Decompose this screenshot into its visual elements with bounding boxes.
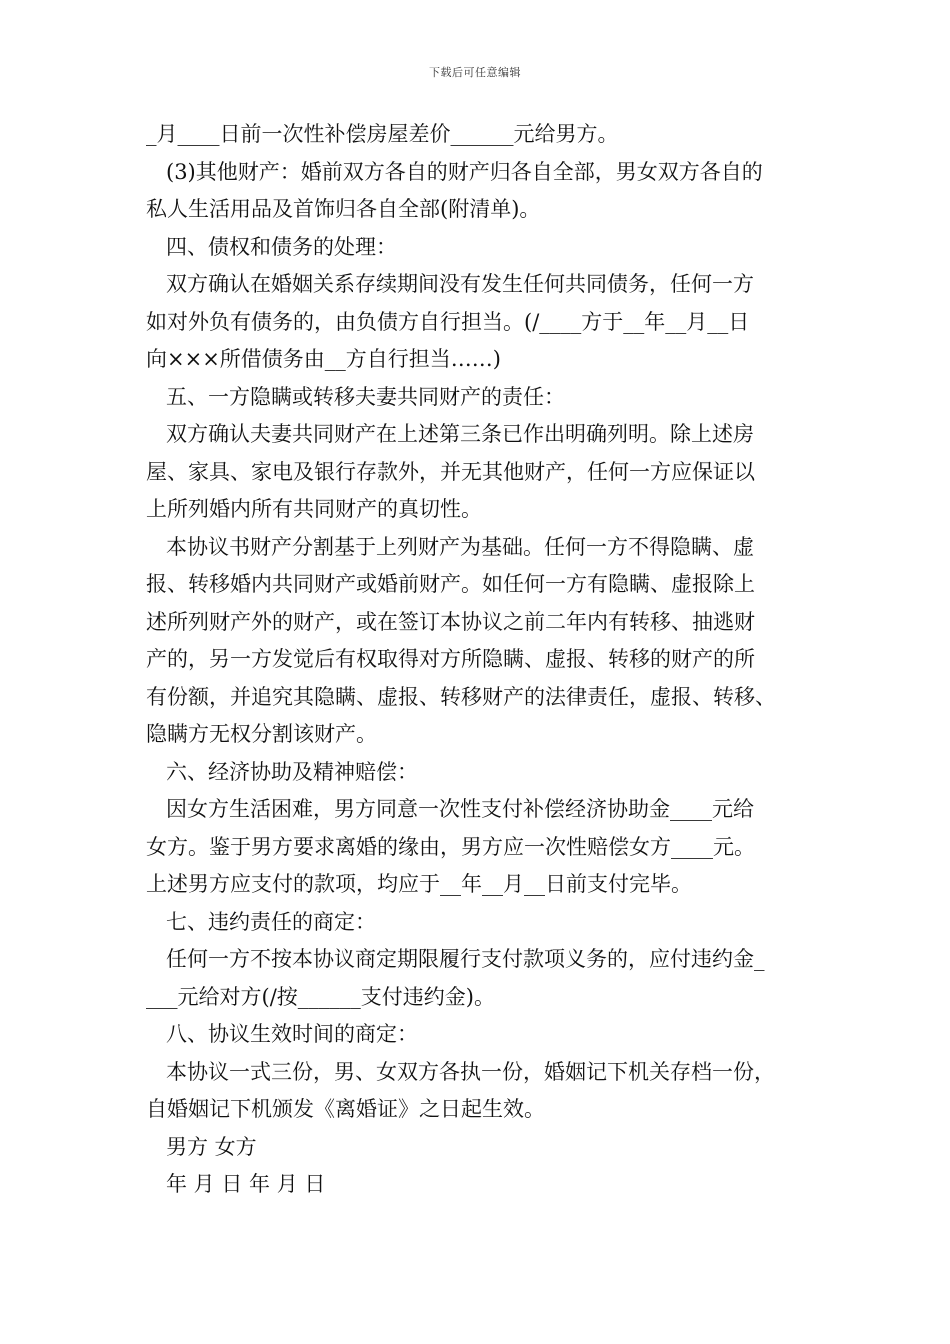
text-line: _月____日前一次性补偿房屋差价______元给男方。 <box>146 122 619 146</box>
text-line: 双方确认在婚姻关系存续期间没有发生任何共同债务，任何一方 <box>166 272 754 296</box>
section-heading: 四、债权和债务的处理： <box>166 234 397 259</box>
text-line: 产的，另一方发觉后有权取得对方所隐瞒、虚报、转移的财产的所 <box>146 647 755 671</box>
signature-parties: 男方 女方 <box>166 1134 257 1159</box>
text-line: 本协议书财产分割基于上列财产为基础。任何一方不得隐瞒、虚 <box>166 534 754 559</box>
text-line: 有份额，并追究其隐瞒、虚报、转移财产的法律责任，虚报、转移、 <box>146 684 776 709</box>
signature-dates: 年 月 日 年 月 日 <box>166 1172 326 1196</box>
section-heading: 五、一方隐瞒或转移夫妻共同财产的责任： <box>166 384 565 409</box>
text-line: 女方。鉴于男方要求离婚的缘由，男方应一次性赔偿女方____元。 <box>146 834 755 859</box>
text-line: 上述男方应支付的款项，均应于__年__月__日前支付完毕。 <box>146 872 692 896</box>
text-line: 上所列婚内所有共同财产的真切性。 <box>146 497 482 521</box>
page-header: 下载后可任意编辑 <box>429 66 521 79</box>
text-line: 述所列财产外的财产，或在签订本协议之前二年内有转移、抽逃财 <box>146 609 755 634</box>
text-line: 隐瞒方无权分割该财产。 <box>146 722 377 746</box>
text-line: 如对外负有债务的，由负债方自行担当。(/____方于__年__月__日 <box>146 309 750 334</box>
document-body <box>146 116 826 1204</box>
text-line: 向×××所借债务由__方自行担当……) <box>146 347 501 371</box>
section-heading: 六、经济协助及精神赔偿： <box>166 759 418 784</box>
text-line: 因女方生活困难，男方同意一次性支付补偿经济协助金____元给 <box>166 797 754 821</box>
text-line: 双方确认夫妻共同财产在上述第三条已作出明确列明。除上述房 <box>166 422 754 446</box>
section-heading: 八、协议生效时间的商定： <box>166 1022 418 1046</box>
text-line: ___元给对方(/按______支付违约金)。 <box>146 984 495 1009</box>
text-line: 本协议一式三份，男、女双方各执一份，婚姻记下机关存档一份， <box>166 1059 775 1084</box>
text-line: 私人生活用品及首饰归各自全部(附清单)。 <box>146 197 541 221</box>
text-line: 屋、家具、家电及银行存款外，并无其他财产，任何一方应保证以 <box>146 459 755 484</box>
text-line: (3)其他财产：婚前双方各自的财产归各自全部，男女双方各自的 <box>166 159 763 184</box>
text-line: 自婚姻记下机颁发《离婚证》之日起生效。 <box>146 1097 545 1121</box>
text-line: 任何一方不按本协议商定期限履行支付款项义务的，应付违约金_ <box>166 947 765 971</box>
text-line: 报、转移婚内共同财产或婚前财产。如任何一方有隐瞒、虚报除上 <box>146 572 755 596</box>
section-heading: 七、违约责任的商定： <box>166 909 376 934</box>
